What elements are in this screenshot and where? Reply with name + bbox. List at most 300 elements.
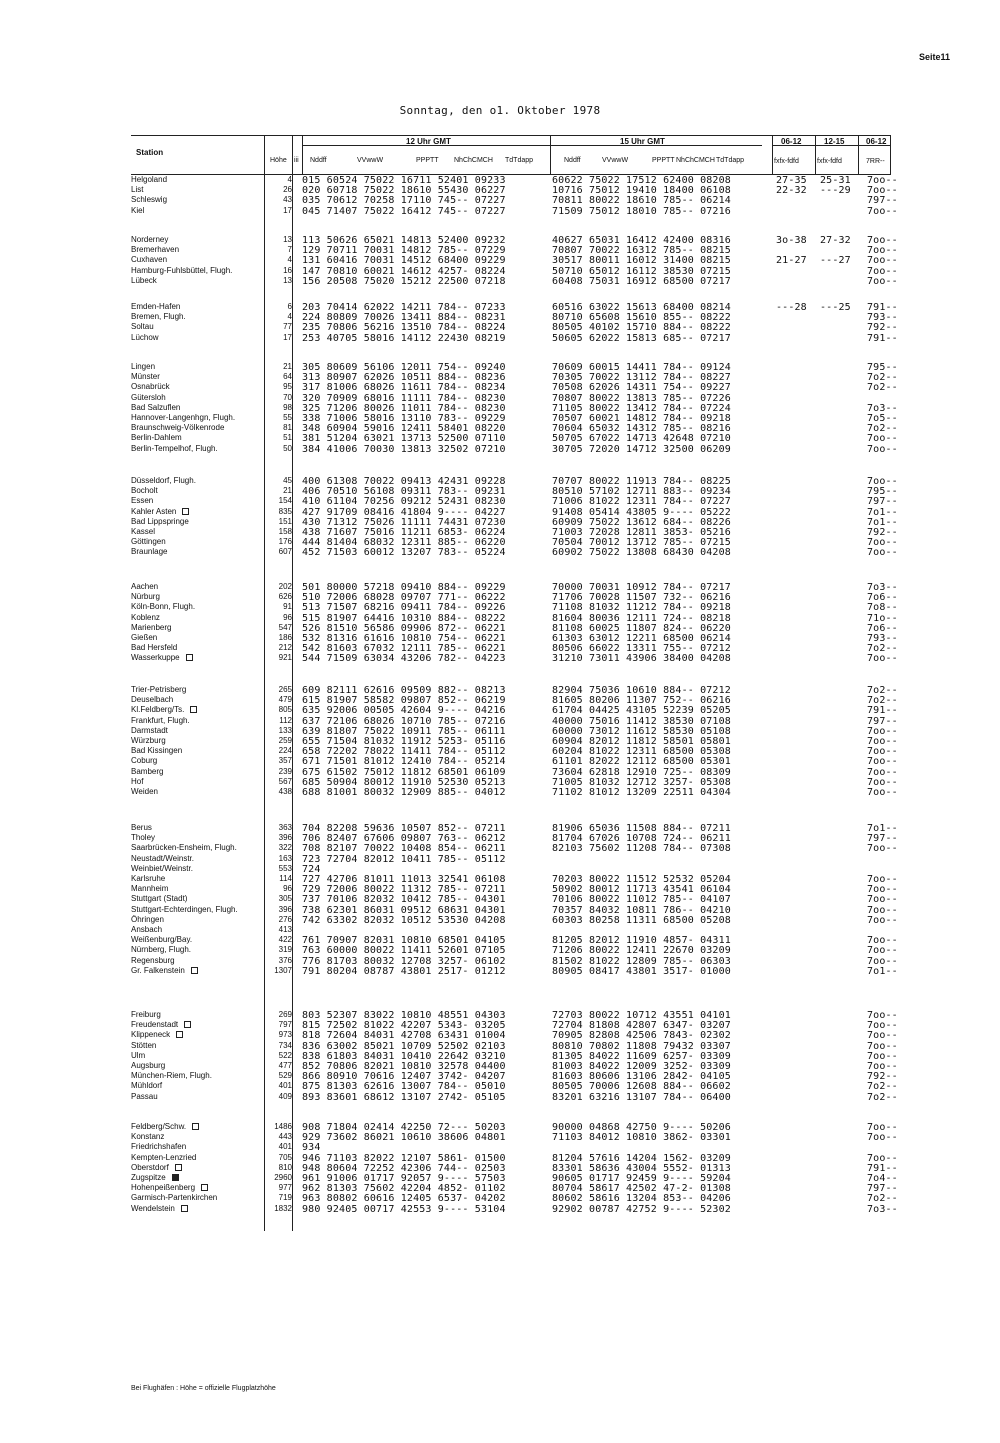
station-row [0, 1163, 1000, 1172]
obs-12-utc: 671 71501 81012 12410 784-- 05214 [302, 756, 506, 768]
precip-06-12: 7o6-- [867, 592, 898, 604]
obs-15-utc: 61303 63012 12211 68500 06214 [552, 633, 731, 644]
station-cell [131, 925, 162, 934]
open-square-icon [181, 1205, 188, 1212]
precip-06-12: 7oo-- [867, 476, 898, 487]
station-row [0, 1010, 1000, 1019]
station-cell [131, 1193, 217, 1202]
station-cell [131, 255, 167, 264]
gust-06-12: 21-27 [776, 255, 807, 267]
station-name: Bad Salzuflen [131, 402, 181, 412]
obs-15-utc: 83301 58636 43004 5552- 01313 [552, 1162, 731, 1174]
header-nh-15: NhChCMCH [676, 157, 715, 164]
station-row [0, 517, 1000, 526]
station-height: 2960 [274, 1173, 292, 1182]
station-cell [131, 486, 158, 495]
precip-06-12: 7oo-- [867, 1040, 898, 1052]
station-row [0, 175, 1000, 184]
precip-06-12: 7oo-- [867, 1020, 898, 1032]
station-row [0, 496, 1000, 508]
station-cell [131, 726, 168, 735]
station-name: Bremerhaven [131, 245, 180, 255]
station-height: 186 [278, 633, 292, 642]
obs-15-utc: 70106 80022 11012 785-- 04107 [552, 894, 731, 906]
obs-15-utc: 71005 81032 12712 3257- 05308 [552, 776, 731, 788]
obs-12-utc: 818 72604 84031 42708 63431 01004 [302, 1030, 506, 1042]
station-row [0, 864, 1000, 873]
precip-06-12: 7oo-- [867, 185, 898, 197]
station-height: 96 [283, 884, 292, 894]
gust-12-15: ---25 [820, 302, 851, 313]
station-height: 64 [283, 372, 292, 382]
obs-12-utc: 761 70907 82031 10810 68501 04105 [302, 935, 506, 947]
station-height: 719 [278, 1193, 292, 1203]
extremes-divider-2 [858, 135, 859, 175]
station-cell [131, 1142, 186, 1151]
precip-06-12: 7o2-- [867, 1193, 898, 1205]
precip-06-12: 7o1-- [867, 823, 898, 834]
obs-15-utc: 83201 63216 13107 784-- 06400 [552, 1091, 731, 1103]
station-height: 479 [278, 695, 292, 705]
station-row [0, 894, 1000, 906]
station-cell [131, 653, 193, 662]
station-height: 401 [278, 1142, 292, 1152]
header-nddff-15: Nddff [564, 157, 581, 164]
obs-12-utc: 410 61104 70256 09212 52431 08230 [302, 496, 506, 508]
station-name: Bad Lippspringe [131, 516, 189, 526]
station-name: Tholey [131, 833, 156, 843]
obs-15-utc: 60000 73012 11612 58530 05108 [552, 725, 731, 737]
precip-06-12: 7oo-- [867, 1030, 898, 1042]
station-cell [131, 854, 194, 863]
station-height: 81 [283, 423, 292, 433]
precip-06-12: 792-- [867, 322, 898, 334]
station-cell [131, 1173, 179, 1182]
station-row [0, 756, 1000, 768]
obs-12-utc: 815 72502 81022 42207 5343- 03205 [302, 1020, 506, 1032]
station-height: 1486 [274, 1122, 292, 1131]
obs-15-utc: 10716 75012 19410 18400 06108 [552, 185, 731, 197]
station-row [0, 433, 1000, 445]
station-cell [131, 705, 197, 714]
station-cell [131, 302, 180, 311]
precip-06-12: 797-- [867, 195, 898, 207]
station-height: 396 [278, 904, 292, 914]
station-row [0, 486, 1000, 498]
precip-06-12: 7oo-- [867, 175, 898, 186]
obs-12-utc: 325 71206 80026 11011 784-- 08230 [302, 402, 506, 414]
precip-06-12: 792-- [867, 1071, 898, 1083]
station-cell [131, 537, 166, 546]
obs-12-utc: 615 81907 58582 09807 852-- 06219 [302, 695, 506, 707]
obs-12-utc: 729 72006 80022 11312 785-- 07211 [302, 884, 506, 896]
precip-06-12: 7oo-- [867, 433, 898, 445]
station-name: Berlin-Dahlem [131, 433, 182, 443]
precip-06-12: 7o2-- [867, 1091, 898, 1103]
obs-15-utc: 60303 80258 11311 68500 05208 [552, 914, 731, 926]
obs-15-utc: 71103 84012 10810 3862- 03301 [552, 1132, 731, 1144]
obs-12-utc: 791 80204 08787 43801 2517- 01212 [302, 965, 506, 977]
station-cell [131, 602, 195, 611]
precip-06-12: 7o3-- [867, 582, 898, 593]
obs-12-utc: 724 [302, 863, 321, 875]
station-row [0, 582, 1000, 591]
precip-06-12: 7o6-- [867, 622, 898, 634]
station-height: 16 [283, 265, 292, 275]
obs-15-utc: 80505 70006 12608 884-- 06602 [552, 1081, 731, 1093]
station-height: 151 [278, 516, 292, 526]
station-cell [131, 633, 157, 642]
precip-06-12: 791-- [867, 332, 898, 344]
obs-12-utc: 609 82111 62616 09509 882-- 08213 [302, 685, 506, 696]
station-height: 43 [283, 195, 292, 205]
precip-06-12: 7oo-- [867, 945, 898, 957]
obs-15-utc: 61101 82022 12112 68500 05301 [552, 756, 731, 768]
obs-15-utc: 70604 65032 14312 785-- 08216 [552, 423, 731, 435]
obs-15-utc: 72704 81808 42807 6347- 03207 [552, 1020, 731, 1032]
station-name: Münster [131, 372, 160, 382]
station-name: Nürnberg, Flugh. [131, 945, 192, 955]
station-name: Klippeneck [131, 1030, 171, 1040]
station-height: 529 [278, 1071, 292, 1081]
obs-15-utc: 70504 70012 13712 785-- 07215 [552, 537, 731, 549]
obs-15-utc: 81502 81022 12809 785-- 06303 [552, 955, 731, 967]
station-name: Stötten [131, 1040, 157, 1050]
obs-12-utc: 113 50626 65021 14813 52400 09232 [302, 235, 506, 246]
station-cell [131, 476, 196, 485]
station-cell [131, 716, 190, 725]
station-name: Bocholt [131, 486, 158, 496]
station-name: Hannover-Langenhgn, Flugh. [131, 413, 236, 422]
header-pppp-15: PPPTT [652, 157, 675, 164]
precip-06-12: 7oo-- [867, 904, 898, 916]
station-name: Lübeck [131, 275, 157, 285]
station-name: Kiel [131, 205, 145, 215]
obs-12-utc: 381 51204 63021 13713 52500 07110 [302, 433, 506, 445]
obs-15-utc: 60909 75022 13612 684-- 08226 [552, 516, 731, 528]
obs-12-utc: 501 80000 57218 09410 884-- 09229 [302, 582, 506, 593]
station-row [0, 1183, 1000, 1195]
header-sub-2: fxfx-fdfd [817, 158, 842, 165]
precip-06-12: 7o2-- [867, 685, 898, 696]
obs-15-utc: 60622 75022 17512 62400 08208 [552, 175, 731, 186]
obs-12-utc: 776 81703 80032 12708 3257- 06102 [302, 955, 506, 967]
obs-15-utc: 70000 70031 10912 784-- 07217 [552, 582, 731, 593]
obs-12-utc: 015 60524 75022 16711 52401 09233 [302, 175, 506, 186]
header-iii: iii [294, 157, 299, 164]
obs-15-utc: 81605 80206 11307 752-- 06216 [552, 695, 731, 707]
precip-06-12: 7o1-- [867, 965, 898, 977]
station-cell [131, 1030, 183, 1039]
gmt-mid-rule [302, 145, 762, 146]
obs-15-utc: 81603 80606 13106 2842- 04105 [552, 1071, 731, 1083]
station-name: Augsburg [131, 1061, 166, 1070]
station-name: Aachen [131, 582, 159, 591]
precip-06-12: 791-- [867, 1162, 898, 1174]
obs-12-utc: 934 [302, 1142, 321, 1154]
station-name: Lüchow [131, 332, 159, 342]
station-cell [131, 905, 238, 914]
station-row [0, 823, 1000, 832]
obs-15-utc: 50710 65012 16112 38530 07215 [552, 265, 731, 277]
header-vvwww-12: VVwwW [357, 157, 384, 164]
station-cell [131, 1051, 145, 1060]
station-name: Deuselbach [131, 695, 174, 705]
precip-06-12: 7oo-- [867, 935, 898, 947]
station-cell [131, 833, 155, 842]
header-vvwww-15: VVwwW [602, 157, 629, 164]
obs-15-utc: 30705 72020 14712 32500 06209 [552, 443, 731, 455]
obs-12-utc: 515 81907 64416 10310 884-- 08222 [302, 612, 506, 624]
station-cell [131, 915, 164, 924]
station-name: Mühldorf [131, 1081, 163, 1091]
station-name: Gütersloh [131, 392, 166, 402]
obs-15-utc: 80710 65608 15610 855-- 08222 [552, 312, 731, 324]
obs-12-utc: 980 92405 00717 42553 9---- 53104 [302, 1203, 506, 1215]
station-name: Kahler Asten [131, 506, 177, 516]
station-row [0, 833, 1000, 845]
station-row [0, 925, 1000, 934]
obs-12-utc: 320 70909 68016 11111 784-- 08230 [302, 392, 506, 404]
station-name: Nürburg [131, 592, 160, 602]
footnote: Bei Flughäfen : Höhe = offizielle Flugplatzhöhe [131, 1385, 276, 1392]
station-row [0, 966, 1000, 975]
obs-15-utc: 70807 80022 13813 785-- 07226 [552, 392, 731, 404]
station-height: 734 [278, 1040, 292, 1050]
station-height: 77 [283, 322, 292, 332]
station-row [0, 623, 1000, 632]
station-cell [131, 433, 182, 442]
station-row [0, 372, 1000, 384]
precip-06-12: 7o2-- [867, 643, 898, 655]
extremes-divider-1 [815, 135, 816, 175]
obs-12-utc: 737 70106 82032 10412 785-- 04301 [302, 894, 506, 906]
station-cell [131, 413, 235, 422]
open-square-icon [184, 1021, 191, 1028]
station-row [0, 695, 1000, 707]
precip-06-12: 7oo-- [867, 776, 898, 788]
station-cell [131, 1010, 161, 1019]
gust-06-12: 22-32 [776, 185, 807, 197]
precip-06-12: 7oo-- [867, 766, 898, 778]
precip-06-12: 7oo-- [867, 955, 898, 967]
station-row [0, 602, 1000, 614]
station-name: Konstanz [131, 1132, 165, 1142]
station-row [0, 276, 1000, 285]
station-row [0, 1142, 1000, 1154]
station-cell [131, 206, 144, 215]
station-cell [131, 1153, 196, 1162]
precip-06-12: 7oo-- [867, 653, 898, 665]
precip-06-12: 7oo-- [867, 884, 898, 896]
obs-15-utc: 80810 70802 11808 79432 03307 [552, 1040, 731, 1052]
station-row [0, 1132, 1000, 1144]
station-cell [131, 185, 143, 194]
station-cell [131, 956, 175, 965]
station-cell [131, 884, 168, 893]
obs-15-utc: 60902 75022 13808 68430 04208 [552, 547, 731, 559]
obs-15-utc: 70203 80022 11512 52532 05204 [552, 874, 731, 885]
station-name: Stuttgart-Echterdingen, Flugh. [131, 904, 238, 914]
station-row [0, 633, 1000, 642]
station-height: 443 [278, 1132, 292, 1142]
obs-12-utc: 452 71503 60012 13207 783-- 05224 [302, 547, 506, 559]
obs-12-utc: 317 81006 68026 11611 784-- 08234 [302, 382, 506, 394]
obs-15-utc: 71105 80022 13412 784-- 07224 [552, 402, 731, 414]
station-row [0, 527, 1000, 536]
station-height: 413 [278, 925, 292, 934]
station-row [0, 255, 1000, 267]
obs-15-utc: 80905 08417 43801 3517- 01000 [552, 965, 731, 977]
station-height: 797 [278, 1020, 292, 1030]
station-height: 158 [278, 527, 292, 536]
precip-06-12: 793-- [867, 312, 898, 324]
precip-06-12: 7o2-- [867, 1081, 898, 1093]
header-station: Station [136, 148, 164, 157]
obs-12-utc: 338 71006 58016 13110 783-- 09229 [302, 413, 506, 424]
station-height: 224 [278, 746, 292, 756]
station-height: 396 [278, 833, 292, 843]
obs-12-utc: 685 50904 80012 11910 52530 05213 [302, 776, 506, 788]
station-cell [131, 507, 189, 516]
precip-06-12: 7oo-- [867, 205, 898, 217]
station-cell [131, 823, 152, 832]
station-height: 553 [278, 863, 292, 873]
station-height: 212 [278, 643, 292, 653]
station-name: Bad Hersfeld [131, 643, 178, 653]
station-row [0, 736, 1000, 745]
station-name: Passau [131, 1091, 158, 1101]
station-cell [131, 266, 232, 275]
precip-06-12: 795-- [867, 486, 898, 498]
station-row [0, 915, 1000, 924]
station-cell [131, 245, 179, 254]
station-height: 21 [283, 486, 292, 496]
station-name: List [131, 185, 144, 195]
station-height: 133 [278, 725, 292, 735]
precip-06-12: 7oo-- [867, 843, 898, 855]
station-name: Trier-Petrisberg [131, 685, 187, 694]
precip-06-12: 7oo-- [867, 443, 898, 455]
station-cell [131, 1122, 199, 1131]
station-cell [131, 1092, 158, 1101]
obs-12-utc: 655 71504 81032 11912 5253- 05116 [302, 736, 506, 747]
precip-06-12: 7o5-- [867, 413, 898, 424]
station-height: 50 [283, 443, 292, 453]
obs-12-utc: 742 63302 82032 10512 53530 04208 [302, 914, 506, 926]
station-cell [131, 312, 186, 321]
station-height: 91 [283, 602, 292, 612]
precip-06-12: 7oo-- [867, 725, 898, 737]
station-name: München-Riem, Flugh. [131, 1071, 212, 1081]
obs-15-utc: 71108 81032 11212 784-- 09218 [552, 602, 731, 614]
gust-12-15: 27-32 [820, 235, 851, 246]
station-cell [131, 1204, 188, 1213]
obs-12-utc: 510 72006 68028 09707 771-- 06222 [302, 592, 506, 604]
page-number: Seite11 [918, 52, 950, 62]
obs-15-utc: 81204 57616 14204 1562- 03209 [552, 1152, 731, 1164]
station-name: Wendelstein [131, 1203, 175, 1213]
obs-12-utc: 708 82107 70022 10408 854-- 06211 [302, 843, 506, 855]
station-name: Weißenburg/Bay. [131, 935, 193, 945]
station-row [0, 403, 1000, 412]
obs-15-utc: 70508 62026 14311 754-- 09227 [552, 382, 731, 394]
station-row [0, 302, 1000, 311]
precip-06-12: 7oo-- [867, 756, 898, 768]
station-cell [131, 1132, 164, 1141]
station-row [0, 643, 1000, 655]
station-height: 269 [278, 1010, 292, 1019]
station-row [0, 787, 1000, 796]
station-name: Berlin-Tempelhof, Flugh. [131, 443, 218, 453]
header-period-2: 12-15 [824, 137, 845, 146]
station-name: Ulm [131, 1050, 146, 1060]
open-square-icon [201, 1184, 208, 1191]
station-row [0, 613, 1000, 622]
obs-15-utc: 82904 75036 10610 884-- 07212 [552, 685, 731, 696]
precip-06-12: 7oo-- [867, 1050, 898, 1062]
station-cell [131, 527, 155, 536]
station-height: 401 [278, 1081, 292, 1091]
station-cell [131, 372, 160, 381]
station-height: 95 [283, 382, 292, 392]
precip-06-12: 7o3-- [867, 402, 898, 414]
obs-15-utc: 81906 65036 11508 884-- 07211 [552, 823, 731, 834]
gmt15-left-rule [550, 135, 551, 175]
station-cell [131, 235, 168, 244]
station-row [0, 1204, 1000, 1213]
precip-06-12: 7o1-- [867, 506, 898, 518]
station-height: 522 [278, 1050, 292, 1060]
station-name: Zugspitze [131, 1173, 166, 1182]
precip-06-12: 7o8-- [867, 602, 898, 614]
obs-12-utc: 513 71507 68216 09411 784-- 09226 [302, 602, 506, 614]
obs-15-utc: 60516 63022 15613 68400 08214 [552, 302, 731, 313]
station-height: 51 [283, 433, 292, 443]
station-cell [131, 685, 186, 694]
obs-15-utc: 70507 60021 14812 784-- 09218 [552, 413, 731, 424]
precip-06-12: 71o-- [867, 612, 898, 624]
station-cell [131, 322, 154, 331]
station-height: 547 [278, 622, 292, 632]
obs-12-utc: 838 61803 84031 10410 22642 03210 [302, 1050, 506, 1062]
obs-12-utc: 929 73602 86021 10610 38606 04801 [302, 1132, 506, 1144]
precip-06-12: 791-- [867, 302, 898, 313]
station-height: 265 [278, 685, 292, 694]
obs-12-utc: 156 20508 75020 15212 22500 07218 [302, 275, 506, 287]
station-height: 112 [279, 715, 292, 725]
station-name: Düsseldorf, Flugh. [131, 476, 196, 485]
precip-06-12: 797-- [867, 715, 898, 727]
station-row [0, 767, 1000, 776]
obs-12-utc: 738 62301 86031 09512 68631 04301 [302, 904, 506, 916]
station-height: 4 [287, 255, 292, 265]
gust-12-15: 25-31 [820, 175, 851, 186]
station-height: 55 [283, 413, 292, 422]
obs-12-utc: 532 81316 61616 10810 754-- 06221 [302, 633, 506, 644]
precip-06-12: 7oo-- [867, 894, 898, 906]
precip-06-12: 7oo-- [867, 787, 898, 798]
station-row [0, 235, 1000, 244]
obs-12-utc: 224 80809 70026 13411 884-- 08231 [302, 312, 506, 324]
station-name: Braunlage [131, 547, 168, 557]
station-height: 626 [278, 592, 292, 602]
obs-12-utc: 963 80802 60616 12405 6537- 04202 [302, 1193, 506, 1205]
station-row [0, 1051, 1000, 1060]
station-name: Schleswig [131, 195, 168, 205]
station-row [0, 956, 1000, 965]
station-row [0, 1092, 1000, 1101]
